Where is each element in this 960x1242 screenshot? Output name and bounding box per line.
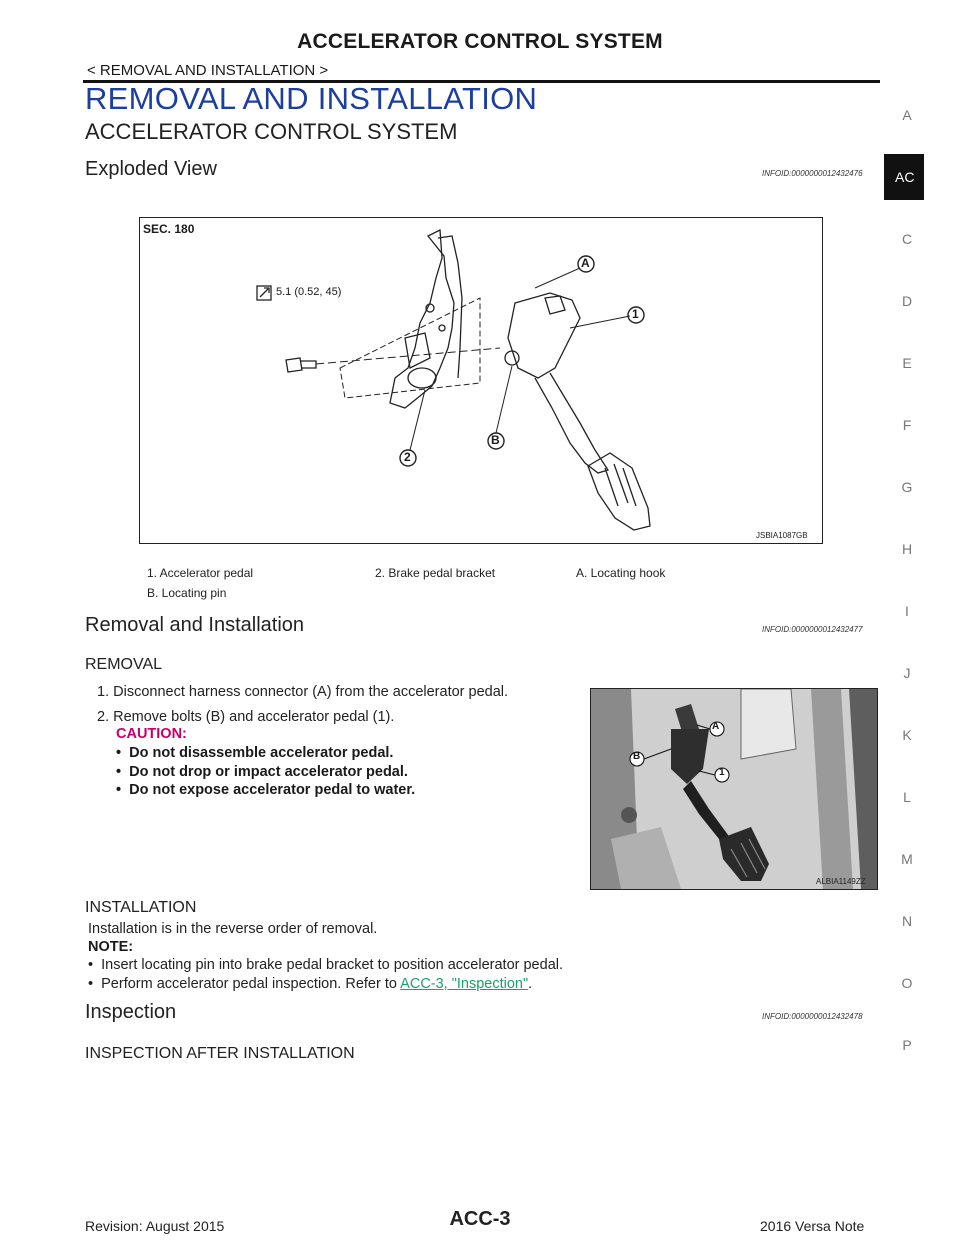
photo-id: ALBIA1149ZZ [816, 877, 866, 886]
side-index-letter[interactable]: E [902, 355, 912, 371]
removal-photo-drawing [591, 689, 877, 889]
section-title: ACCELERATOR CONTROL SYSTEM [85, 119, 458, 144]
photo-callout-1: 1 [719, 767, 725, 778]
side-index-letter[interactable]: C [901, 231, 913, 247]
photo-callout-b: B [633, 751, 641, 762]
side-index-letter[interactable]: L [903, 789, 911, 805]
callout-b: B [491, 433, 500, 447]
callout-2: 2 [404, 450, 411, 464]
side-index-active-tab[interactable] [884, 154, 924, 200]
removal-subheading: REMOVAL [85, 656, 163, 673]
note-label: NOTE: [88, 939, 134, 955]
note-item: • Insert locating pin into brake pedal bracket to position accelerator pedal. [88, 957, 564, 973]
inspection-link[interactable]: ACC-3, "Inspection" [400, 976, 529, 992]
inspection-infoid: INFOID:0000000012432478 [762, 1012, 863, 1021]
side-index-letter[interactable]: J [903, 665, 911, 681]
side-index-letter[interactable]: F [902, 417, 912, 433]
side-index-letter[interactable]: P [902, 1037, 912, 1053]
side-index-letter[interactable]: N [901, 913, 913, 929]
side-index-letter[interactable]: I [905, 603, 909, 619]
removal-installation-infoid: INFOID:0000000012432477 [762, 625, 863, 634]
side-index-letter[interactable]: G [901, 479, 913, 495]
legend-item: 2. Brake pedal bracket [375, 566, 496, 580]
caution-item: • Do not drop or impact accelerator pedal. [116, 764, 408, 780]
exploded-view-heading: Exploded View [85, 158, 217, 180]
figure-id: JSBIA1087GB [756, 531, 808, 540]
caution-item: • Do not disassemble accelerator pedal. [116, 745, 394, 761]
page-header-subtitle: < REMOVAL AND INSTALLATION > [87, 62, 329, 79]
side-index-letter[interactable]: D [901, 293, 913, 309]
main-title: REMOVAL AND INSTALLATION [85, 81, 538, 116]
removal-step: 2. Remove bolts (B) and accelerator pedal (1). [97, 709, 395, 725]
inspection-subheading: INSPECTION AFTER INSTALLATION [85, 1045, 355, 1062]
exploded-view-drawing [140, 218, 822, 543]
note-item: • Perform accelerator pedal inspection. Refer to ACC-3, "Inspection". [88, 976, 533, 992]
installation-subheading: INSTALLATION [85, 899, 197, 916]
callout-1: 1 [632, 307, 639, 321]
side-index-letter[interactable]: M [901, 851, 913, 867]
photo-callout-a: A [712, 721, 720, 732]
side-index-letter[interactable]: H [901, 541, 913, 557]
legend-item: A. Locating hook [576, 566, 666, 580]
side-index-letter[interactable]: A [902, 107, 912, 123]
caution-label: CAUTION: [116, 726, 187, 742]
footer-model: 2016 Versa Note [760, 1218, 865, 1234]
page-header-title: ACCELERATOR CONTROL SYSTEM [297, 30, 663, 53]
legend-item: 1. Accelerator pedal [147, 566, 254, 580]
removal-photo [590, 688, 878, 890]
figure-section-label: SEC. 180 [143, 222, 195, 236]
side-index-letter[interactable]: K [902, 727, 912, 743]
torque-spec: 5.1 (0.52, 45) [276, 286, 342, 298]
removal-installation-heading: Removal and Installation [85, 614, 305, 636]
removal-step: 1. Disconnect harness connector (A) from the accelerator pedal. [97, 684, 509, 700]
exploded-view-infoid: INFOID:0000000012432476 [762, 169, 863, 178]
inspection-heading: Inspection [85, 1001, 177, 1023]
side-index-letter[interactable]: O [901, 975, 913, 991]
footer-revision: Revision: August 2015 [85, 1218, 225, 1234]
footer-page-number: ACC-3 [449, 1208, 511, 1230]
caution-item: • Do not expose accelerator pedal to water. [116, 782, 416, 798]
exploded-view-figure [139, 217, 823, 544]
legend-item: B. Locating pin [147, 586, 227, 600]
side-index-active-label: AC [895, 169, 915, 185]
callout-a: A [581, 256, 590, 270]
installation-text: Installation is in the reverse order of removal. [88, 921, 378, 937]
